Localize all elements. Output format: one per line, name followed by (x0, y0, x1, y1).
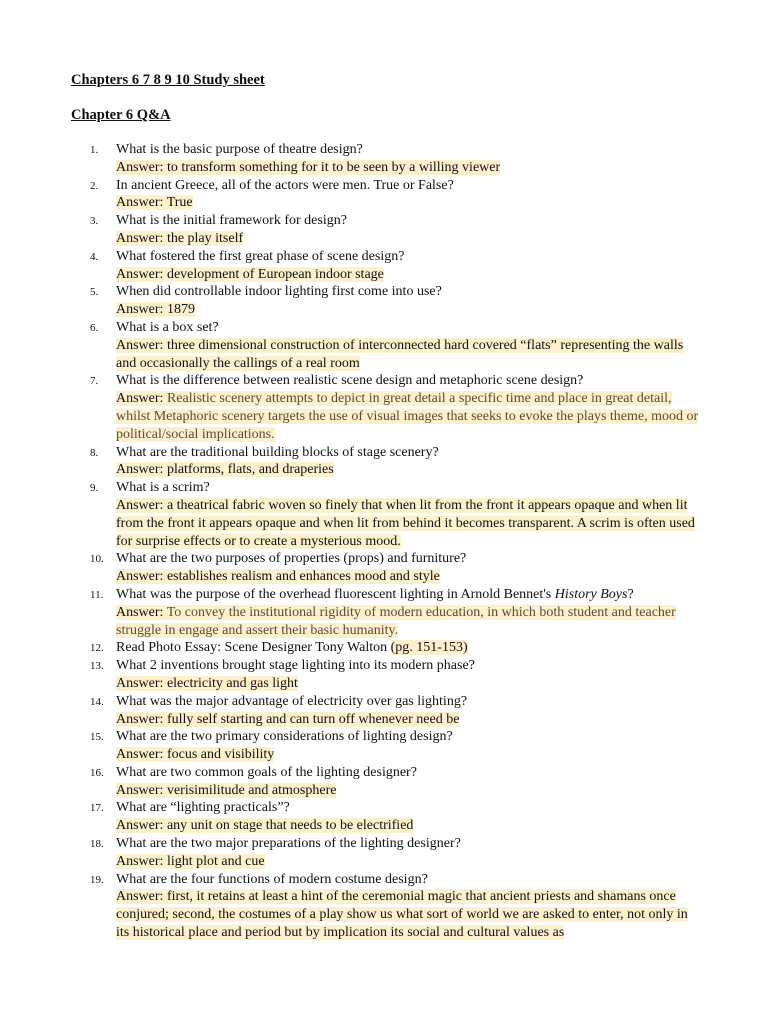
question-list (0, 141, 700, 942)
list-item (0, 586, 700, 639)
answer-label: Answer: (116, 195, 164, 211)
question-text: What are the traditional building blocks of stage scenery? (116, 444, 439, 460)
answer-text (116, 390, 700, 443)
answer-label: Answer: (116, 853, 164, 869)
answer-body: light plot and cue (166, 853, 265, 869)
item-number: 17. (90, 802, 104, 815)
answer-text (116, 711, 700, 729)
document-title: Chapters 6 7 8 9 10 Study sheet (71, 72, 265, 88)
question-text: What are the two major preparations of the lighting designer? (116, 836, 461, 852)
list-item (0, 319, 700, 372)
item-number: 12. (90, 642, 104, 655)
answer-body: To convey the institutional rigidity of modern education, in which both student and teacher struggle in engage and assert their basic humanity. (116, 604, 676, 638)
answer-text (116, 194, 700, 212)
question-text: What 2 inventions brought stage lighting into its modern phase? (116, 658, 475, 674)
answer-label: Answer: (116, 159, 164, 175)
item-number: 14. (90, 695, 104, 708)
answer-label: Answer: (116, 302, 164, 318)
item-number: 7. (90, 375, 99, 388)
page-reference: (pg. 151-153) (390, 640, 468, 656)
answer-body: a theatrical fabric woven so finely that when lit from the front it appears opaque and when lit from the front it appears opaque and when lit from behind it becomes transparent. A scrim is often used for surprise effects or to create a mysterious mood. (116, 497, 695, 549)
answer-label: Answer: (116, 337, 164, 353)
question-text-part: ? (627, 586, 634, 602)
play-title: History Boys (554, 586, 628, 602)
list-item (0, 799, 700, 835)
list-item (0, 835, 700, 871)
answer-body: platforms, flats, and draperies (166, 462, 334, 478)
answer-label: Answer: (116, 391, 164, 407)
item-number: 6. (90, 321, 99, 334)
answer-label: Answer: (116, 818, 164, 834)
question-text: What was the major advantage of electricity over gas lighting? (116, 693, 468, 709)
item-number: 16. (90, 766, 104, 779)
chapter-heading: Chapter 6 Q&A (71, 107, 171, 123)
list-item (0, 479, 700, 550)
answer-label: Answer: (116, 747, 164, 763)
answer-label: Answer: (116, 604, 164, 620)
item-number: 3. (90, 215, 99, 228)
answer-text (116, 817, 700, 835)
answer-label: Answer: (116, 675, 164, 691)
question-text-part: Read Photo Essay: Scene Designer Tony Walton (116, 640, 391, 656)
item-number: 5. (90, 286, 99, 299)
list-item (0, 177, 700, 213)
list-item (0, 141, 700, 177)
list-item (0, 550, 700, 586)
question-text: What is a scrim? (116, 480, 210, 496)
answer-text (116, 568, 700, 586)
item-number: 18. (90, 838, 104, 851)
item-number: 2. (90, 179, 99, 192)
answer-body: the play itself (166, 230, 244, 246)
item-number: 1. (90, 144, 99, 156)
question-text: What is the basic purpose of theatre design? (116, 142, 363, 157)
list-item (0, 693, 700, 729)
list-item (0, 728, 700, 764)
answer-label: Answer: (116, 711, 164, 727)
question-text: What are the two primary considerations of lighting design? (116, 729, 453, 745)
answer-body: fully self starting and can turn off whenever need be (166, 711, 460, 727)
answer-text (116, 337, 700, 373)
item-number: 8. (90, 446, 99, 459)
question-text: What is the difference between realistic scene design and metaphoric scene design? (116, 373, 584, 389)
question-text (116, 639, 700, 657)
list-item (0, 639, 700, 657)
answer-label: Answer: (116, 889, 164, 905)
list-item (0, 212, 700, 248)
answer-label: Answer: (116, 569, 164, 585)
answer-text (116, 461, 700, 479)
list-item (0, 764, 700, 800)
answer-body: verisimilitude and atmosphere (166, 782, 337, 798)
item-number: 10. (90, 553, 104, 566)
answer-text (116, 266, 700, 284)
answer-text (116, 853, 700, 871)
question-text (116, 586, 700, 604)
question-text: What are the two purposes of properties (props) and furniture? (116, 551, 467, 567)
question-text: What is a box set? (116, 319, 219, 335)
answer-label: Answer: (116, 462, 164, 478)
answer-label: Answer: (116, 230, 164, 246)
answer-text (116, 782, 700, 800)
answer-label: Answer: (116, 266, 164, 282)
answer-body: development of European indoor stage (166, 266, 384, 282)
answer-body: establishes realism and enhances mood and style (166, 569, 440, 585)
item-number: 15. (90, 731, 104, 744)
list-item (0, 248, 700, 284)
answer-text (116, 497, 700, 550)
item-number: 11. (90, 588, 104, 601)
item-number: 13. (90, 660, 104, 673)
list-item (0, 372, 700, 443)
answer-label: Answer: (116, 497, 164, 513)
answer-label: Answer: (116, 782, 164, 798)
question-text: What is the initial framework for design? (116, 213, 347, 229)
answer-text (116, 675, 700, 693)
answer-text (116, 301, 700, 319)
answer-body: Realistic scenery attempts to depict in great detail a specific time and place in great detail, whilst Metaphoric scenery targets the use of visual images that seeks to evoke the plays theme, mood or political/social implications. (116, 391, 699, 442)
question-text-part: What was the purpose of the overhead fluorescent lighting in Arnold Bennet's (116, 586, 555, 602)
list-item (0, 871, 700, 942)
answer-body: any unit on stage that needs to be electrified (166, 818, 414, 834)
answer-body: three dimensional construction of interconnected hard covered “flats” representing the walls and occasionally the callings of a real room (116, 337, 684, 371)
item-number: 19. (90, 873, 104, 886)
question-text: When did controllable indoor lighting first come into use? (116, 284, 442, 300)
answer-body: electricity and gas light (166, 675, 298, 691)
answer-text (116, 159, 700, 177)
question-text: What fostered the first great phase of scene design? (116, 248, 405, 264)
answer-text (116, 888, 700, 941)
list-item (0, 444, 700, 480)
answer-text (116, 746, 700, 764)
question-text: In ancient Greece, all of the actors were men. True or False? (116, 177, 454, 193)
question-text: What are “lighting practicals”? (116, 800, 290, 816)
question-text: What are the four functions of modern costume design? (116, 871, 428, 887)
answer-body: to transform something for it to be seen by a willing viewer (166, 159, 501, 175)
answer-body: focus and visibility (166, 747, 275, 763)
answer-text (116, 604, 700, 640)
item-number: 9. (90, 482, 99, 495)
answer-body: first, it retains at least a hint of the ceremonial magic that ancient priests and shamans once conjured; second, the costumes of a play show us what sort of world we are asked to enter, not only in its historical place and period but by implication its social and cultural values as (116, 889, 688, 941)
answer-body: True (166, 195, 193, 211)
list-item (0, 657, 700, 693)
item-number: 4. (90, 250, 99, 263)
answer-text (116, 230, 700, 248)
question-text: What are two common goals of the lighting designer? (116, 764, 417, 780)
list-item (0, 283, 700, 319)
answer-body: 1879 (166, 302, 195, 318)
